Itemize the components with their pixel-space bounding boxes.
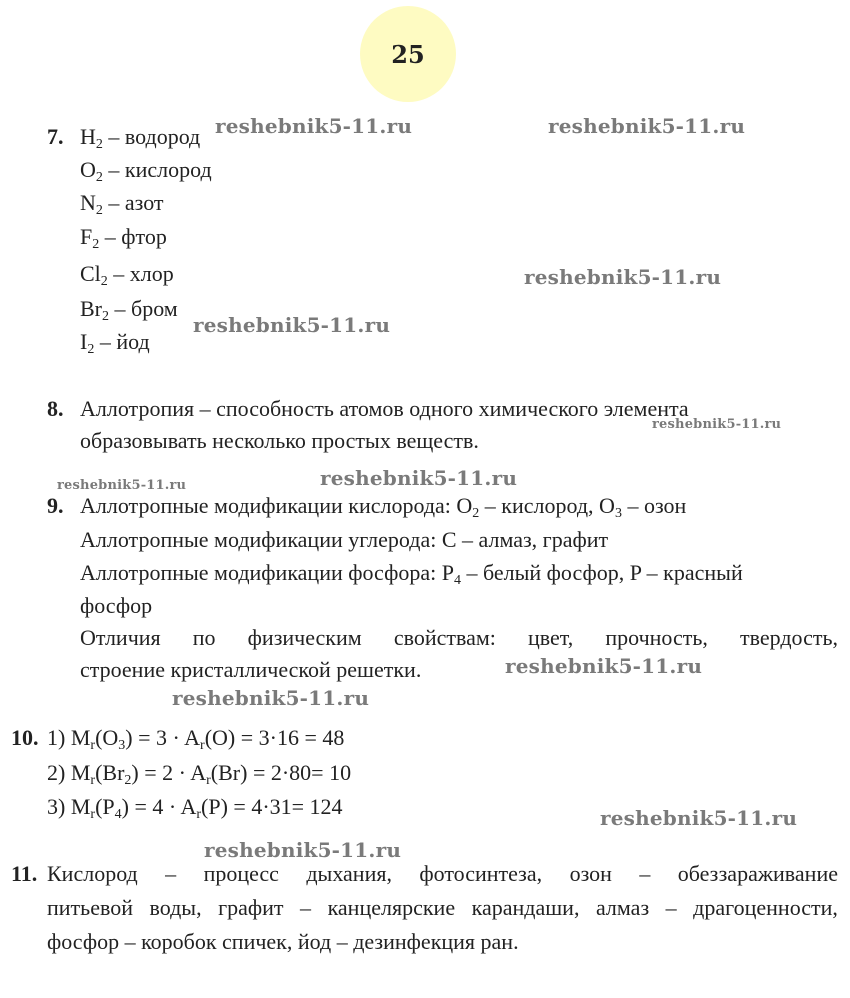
- paragraph-line: фосфор: [80, 593, 153, 618]
- watermark: reshebnik5-11.ru: [193, 313, 391, 337]
- paragraph-line: образовывать несколько простых веществ.: [80, 428, 479, 453]
- watermark: reshebnik5-11.ru: [204, 838, 402, 862]
- paragraph-line: питьевой воды, графит – канцелярские карандаши, алмаз – драгоценности,: [47, 895, 838, 920]
- task-number: 10.: [11, 725, 39, 750]
- watermark: reshebnik5-11.ru: [215, 114, 413, 138]
- list-item: $Cl_2$ – хлор: [80, 261, 174, 289]
- watermark: reshebnik5-11.ru: [172, 686, 370, 710]
- page-number-badge: [360, 6, 456, 102]
- formula-line: 1) $M_r(O_3) = 3 \cdot A_r(O) = 3\cdot 16 = 48$: [47, 725, 345, 753]
- task-number: 7.: [47, 124, 64, 149]
- watermark: reshebnik5-11.ru: [600, 806, 798, 830]
- paragraph-line: Аллотропные модификации углерода: C – алмаз, графит: [80, 527, 609, 552]
- paragraph-line: строение кристаллической решетки.: [80, 657, 422, 682]
- list-item: $O_2$ – кислород: [80, 157, 212, 185]
- paragraph-line: Кислород – процесс дыхания, фотосинтеза, озон – обеззараживание: [47, 861, 838, 886]
- task-number: 8.: [47, 396, 64, 421]
- formula-line: 3) $M_r(P_4) = 4 \cdot A_r(P) = 4\cdot 31= 124$: [47, 794, 343, 822]
- list-item: $I_2$ – йод: [80, 329, 150, 357]
- formula-line: 2) $M_r(Br_2) = 2 \cdot A_r(Br) = 2\cdot 80= 10$: [47, 760, 352, 788]
- paragraph-line: Аллотропные модификации фосфора: $P_4$ – белый фосфор, P – красный: [80, 560, 743, 588]
- paragraph-line: Аллотропия – способность атомов одного химического элемента: [80, 396, 689, 421]
- paragraph-line: Отличия по физическим свойствам: цвет, прочность, твердость,: [80, 625, 838, 650]
- paragraph-line: Аллотропные модификации кислорода: $O_2$ – кислород, $O_3$ – озон: [80, 493, 687, 521]
- watermark: reshebnik5-11.ru: [505, 654, 703, 678]
- list-item: $H_2$ – водород: [80, 124, 201, 152]
- list-item: $N_2$ – азот: [80, 190, 164, 218]
- watermark: reshebnik5-11.ru: [320, 466, 518, 490]
- list-item: $F_2$ – фтор: [80, 224, 167, 252]
- page-number: 25: [391, 39, 425, 69]
- paragraph-line: фосфор – коробок спичек, йод – дезинфекция ран.: [47, 929, 519, 954]
- task-number: 9.: [47, 493, 64, 518]
- watermark: reshebnik5-11.ru: [524, 265, 722, 289]
- watermark: reshebnik5-11.ru: [548, 114, 746, 138]
- watermark: reshebnik5-11.ru: [652, 417, 782, 432]
- watermark: reshebnik5-11.ru: [57, 478, 187, 493]
- task-number: 11.: [11, 861, 38, 886]
- list-item: $Br_2$ – бром: [80, 296, 178, 324]
